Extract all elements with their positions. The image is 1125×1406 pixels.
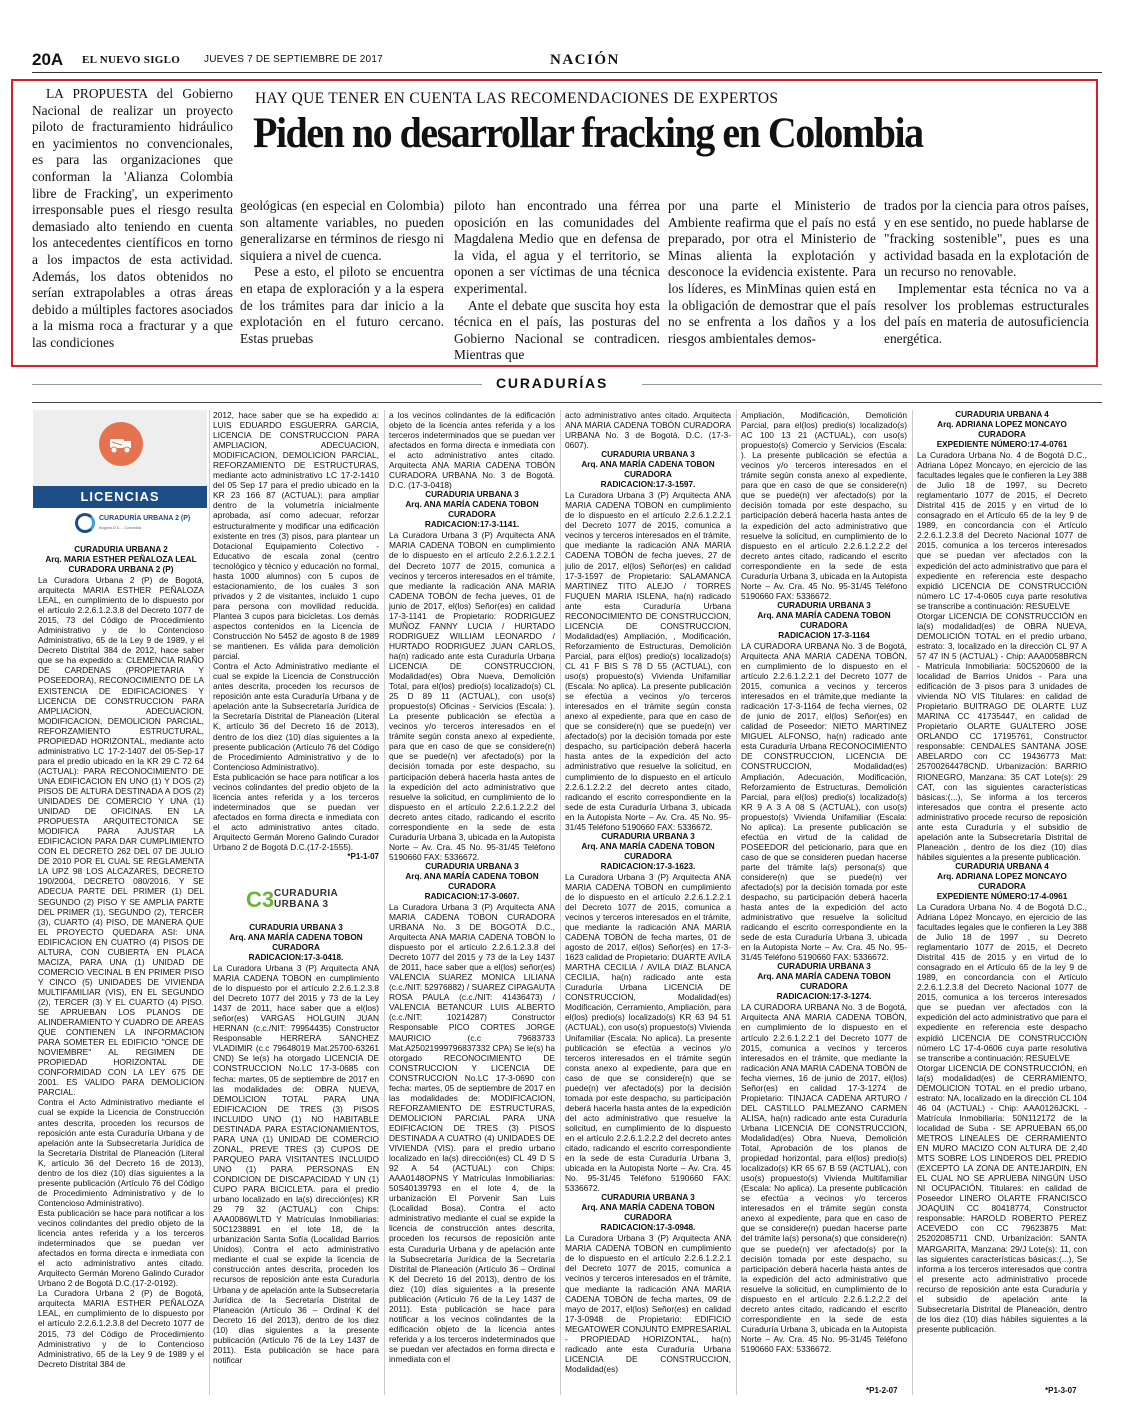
classified-column-2b (213, 923, 379, 1395)
article-paragraph: LA PROPUESTA del Gobierno Nacional de realizar un proyecto piloto de fracturamiento hidráulico en yacimientos no convencionales, es para las organizaciones que conforman la 'Alianza Colombia libre de Fracking', un experimento irresponsable pues el riesgo resulta demasiado alto teniendo en cuenta los antecedentes científicos en torno a los impactos de esta actividad. Además, los datos obtenidos no serían extrapolables a otras áreas debido a múltiples factores asociados a la misma roca a fracturar y a que las condiciones (32, 86, 233, 350)
notice-heading: CURADURIA URBANA 3 (601, 831, 695, 841)
column-rule (384, 410, 385, 1395)
article-paragraph: trados por la ciencia para otros países, y en ese sentido, no puede hablarse de "fracking sostenible", pues es una actividad basada en la explotación de un recurso no renovable. (884, 198, 1089, 280)
article-column-2 (240, 198, 444, 366)
cu3-logo-mark-icon: C3 (246, 887, 275, 912)
column-rule (912, 410, 913, 1395)
logo-background (33, 410, 207, 486)
notice-text: La Curadora Urbana 3 (P) Arquitecta ANA MARIA CADENA TOBON en cumplimiento de lo dispuesto en el artículo 2.2.6.1.2.2.1 del Decreto 1077 de 2015, comunica a vecinos y terceros interesados en el trámite, que mediante la radicación ANA MARIA CADENA TOBÓN de fecha martes, 09 de mayo de 2017, el(los) Señor(es) en calidad 17-3-0948 de Propietario: EDIFICIO MEGATOWER CONJUNTO EMPRESARIAL - PROPIEDAD HORIZONTAL, ha(n) radicado ante esta Curaduría Urbana LICENCIA DE CONSTRUCCION, Modalidad(es) (565, 1233, 731, 1374)
notice-text: La Curadora Urbana No. 4 de Bogotá D.C., Adriana López Moncayo, en ejercicio de las facultades legales que le confieren la Ley 388 de Julio 18 de 1997, su Decreto reglamentario 1077 de 2015, el Decreto Distrital 415 de 2015 y en virtud de lo consagrado en el Artículo 65 de la ley 9 de 1989, en concordancia con el Artículo 2.2.6.1.2.3.8 del Decreto Nacional 1077 de 2015, comunica a los terceros interesados que se puedan ver afectados con la expedición del acto administrativo que para el expediente en referencia este despacho expidió LICENCIA DE CONSTRUCCIÓN número LC 17-4-0605 cuya parte resolutiva se transcribe a continuación: RESUELVE (917, 450, 1087, 611)
cu2-logo-mark-icon (75, 513, 95, 533)
page-header (32, 50, 1102, 72)
notice-text: La Curadora Urbana 3 (P) Arquitecta ANA MARIA CADENA TOBON en cumplimiento de lo dispuesto por el artículo 2.2.6.1.2.3.8 del Decreto 1077 del 2015 y 73 de la Ley 1437 de 2011, hace saber que a el(los) señor(es) VARGAS HOLGUIN JUAN HERNAN (c.c./NIT: 79954435) Constructor Responsable HERRERA SANCHEZ VLADIMIR (c.c 79648019 Mat.25700-63261 CND) Se le(s) ha otorgado LICENCIA DE CONSTRUCCION No.LC 17-3-0685 con fecha: martes, 05 de septiembre de 2017 en las modalidades de: OBRA NUEVA, DEMOLICION TOTAL PARA UNA EDIFICACION DE TRES (3) PISOS INCLUIDO UNO (1) NO HABITABLE DESTINADA PARA ESTACIONAMIENTOS, PARA UNA (1) UNIDAD DE COMERCIO ZONAL, PREVE TRES (3) CUPOS DE PARQUEO PARA VISITANTES INCLUIDO UNO (1) PARA PERSONAS EN CONDICION DE DISCAPACIDAD Y UN (1) CUPO PARA BICICLETA. para el predio urbano localizado en la(s) dirección(es) KR 29 79 32 (ACTUAL) con Chips: AAA0086WLTD Y Matrículas Inmobiliarias: 50C1238891 en el lote 18, de la urbanización Santa Sofía (Localidad Barrios Unidos). Contra el acto administrativo mediante el cual se expide la licencia de construcción antes descrita, proceden los recursos de reposición ante esta Curaduría Urbana y de apelación ante la Subsecretaría Jurídica de la Secretaría Distrital de Planeación (Artículo 36 – Ordinal K del Decreto 16 del 2013), dentro de los diez (10) días siguientes a la presente publicación (Artículo 76 de la Ley 1437 de 2011). Esta publicación se hace para notificar (213, 963, 379, 1365)
cu3-logo-line: CURADURIA (274, 888, 339, 899)
article-paragraph: geológicas (en especial en Colombia) son altamente variables, no pueden generalizarse en términos de riesgo ni siquiera a nivel de cuenca. (240, 198, 444, 263)
notice-reference: *P1-1-07 (347, 852, 379, 862)
notice-role: CURADORA (448, 510, 496, 520)
notice-radicacion: RADICACION:17-3-1623. (600, 861, 696, 871)
notice-role: CURADORA (624, 1213, 672, 1223)
notice-text: La Curadora Urbana 3 (P) Arquitecta ANA MARIA CADENA TOBON en cumplimiento de lo dispuesto en el artículo 2.2.6.1.2.2.1 del Decreto 1077 de 2015, comunica a vecinos y terceros interesados en el trámite, que mediante la radicación ANA MARIA CADENA TOBÓN de fecha jueves, 01 de junio de 2017, el(los) Señor(es) en calidad 17-3-1141 de Propietario: RODRIGUEZ MUÑOZ FANNY LUCIA / HURTADO RODRIGUEZ WILLIAM LEONARDO / HURTADO RODRIGUEZ JUAN CARLOS, ha(n) radicado ante esta Curaduría Urbana LICENCIA DE CONSTRUCCION, Modalidad(es) Obra Nueva, Demolición Total, para el(los) predio(s) localizado(s) CL 25 D 89 11 (ACTUAL), con uso(s) propuesto(s) Oficinas - Servicios (Escala: ). La presente publicación se efectúa a vecinos y/o terceros interesados en el trámite según consta anexo al expediente, para que en caso de que se considere(n) que se puede(n) ver afectado(s) por la decisión tomada por este despacho, su participación deberá hacerla hasta antes de la expedición del acto administrativo que resuelve la solicitud, en cumplimiento de lo dispuesto en el artículo 2.2.6.1.2.2.2 del decreto antes citado, radicando el escrito correspondiente en la sede de esta Curaduría Urbana 3, ubicada en la Autopista Norte – Av. Cra. 45 No. 95-31/45 Teléfono 5190660 FAX: 5336672. (389, 530, 555, 862)
notice-architect: Arq. ANA MARÍA CADENA TOBON (757, 972, 891, 982)
notice-heading: CURADURIA URBANA 3 (777, 600, 871, 610)
notice-architect: Arq. ANA MARÍA CADENA TOBON (581, 841, 715, 851)
notice-text: La Curadora Urbana No. 4 de Bogotá D.C., Adriana López Moncayo, en ejercicio de las facultades legales que le confieren la Ley 388 de Julio 18 de 1997 , su Decreto reglamentario 1077 de 2015, el Decreto Distrital 415 de 2015 y en virtud de lo consagrado en el Artículo 65 de la ley 9 de 1989, en concordancia con el Artículo 2.2.6.1.2.3.8 del Decreto Nacional 1077 de 2015, comunica a los terceros interesados que se puedan ver afectados con la expedición del acto administrativo que para el expediente en referencia este despacho expidió LICENCIA DE CONSTRUCCIÓN número LC 17-4-0606 cuya parte resolutiva se transcribe a continuación: RESUELVE (917, 901, 1087, 1063)
section-rule (32, 402, 1102, 403)
notice-text: Otorgar LICENCIA DE CONSTRUCCIÓN en la(s) modalidad(es) de OBRA NUEVA, DEMOLICIÓN TOTAL en el predio urbano, estrato: 3, localizado en la dirección CL 97 A 57 47 IN 5 (ACTUAL) - Chip: AAA0058BRCN - Matrícula Inmobiliaria: 50C520600 de la localidad de Barrios Unidos - Para una edificación de 3 pisos para 3 unidades de vivienda NO VIS Titulares: en calidad de Propietario BUITRAGO DE OLARTE LUZ MARINA CC 41735447, en calidad de Propietario OLARTE GUALTERO JOSE ORLANDO CC 17195761, Constructor responsable: CENDALES SANTANA JOSE ABELARDO con CC 19436773 Mat: 25700264478CND. Urbanización: BARRIO RIONEGRO, Manzana: 35 CAT Lote(s): 29 CAT, con las siguientes características básicas:(...), Se informa a los terceros interesados que contra el presente acto administrativo procede recurso de reposición ante esta Curaduría y el subsidio de apelación ante la Subsecretaría Distrital de Planeación , dentro de los diez (10) días hábiles siguientes a la presente publicación. (917, 610, 1087, 862)
notice-text: Otorgar LICENCIA DE CONSTRUCCIÓN, en la(s) modalidad(es) de CERRAMIENTO, DEMOLICION TOTAL en el predio urbano, estrato: NA, localizado en la dirección CL 104 46 04 (ACTUAL) - Chip: AAA0126JCKL - Matrícula Inmobiliaria: 50N112172 de la localidad de Suba - SE APRUEBAN 65,00 METROS LINEALES DE CERRAMIENTO EN MURO MACIZO CON ALTURA DE 2,40 MTS SOBRE LOS LINDEROS DEL PREDIO (EXCEPTO LA ZONA DE ANTEJARDIN, EN EL CUAL NO SE APRUEBA NINGÚN USO NI OCUPACIÓN. Titulares: en calidad de Poseedor LINERO OLARTE FRANCISCO JOAQUIN CC 80418774, Constructor responsable: HAROLD ROBERTO PEREZ ACEVEDO con CC 79623875 Mat: 25202085711 CND. Urbanización: SANTA MARGARITA, Manzana: 29/J Lote(s): 11, con las siguientes características básicas:(...), Se informa a los terceros interesados que contra el presente acto administrativo procede recurso de reposición ante esta Curaduría y el subsidio de apelación ante la Subsecretaría Distrital de Planeación, dentro de los diez (10) días hábiles siguientes a la presente publicación. (917, 1062, 1087, 1334)
notice-text: acto administrativo antes citado. Arquitecta ANA MARIA CADENA TOBÓN CURADORA URBANA No. 3 de Bogotá. D.C. (17-3-0607). (565, 410, 731, 451)
notice-text: LA CURADORA URBANA No. 3 de Bogotá, Arquitecta ANA MARIA CADENA TOBÓN, en cumplimiento de lo dispuesto en el artículo 2.2.6.1.2.2.1 del Decreto 1077 de 2015, comunica a vecinos y terceros interesados en el trámite,que mediante la radicación 17-3-1164 de fecha viernes, 02 de junio de 2017, el(los) Señor(es) en calidad de Poseedor: NIETO MARTINEZ MIGUEL ALFONSO, ha(n) radicado ante esta Curaduría Urbana RECONOCIMIENTO DE CONSTRUCCION, LICENCIA DE CONSTRUCCION, Modalidad(es) Ampliación, Adecuación, Modificación, Reforzamiento de Estructuras, Demolición Parcial, para el(los) predio(s) localizado(s) KR 9 A 3 A 08 S (ACTUAL), con uso(s) propuesto(s) Vivienda Unifamiliar (Escala: No aplica). La presente publicación se efectúa en virtud de la calidad de POSEEDOR del peticionario, para que en caso de que se consideren puedan hacerse parte del trámite la(s) persona(s) que considere(n) que se puede(n) ver afectado(s) por la decisión tomada por este despacho, su participación deberá hacerla hasta antes de la expedición del acto administrativo que resuelve la solicitud radicando el escrito correspondiente en la sede de esta Curaduría Urbana 3, ubicada en la Autopista Norte – Av. Cra. 45 No. 95-31/45 Teléfono 5190660 FAX: 5336672. (741, 640, 907, 963)
notice-text: Esta publicación se hace para notificar a los vecinos colindantes del predio objeto de la licencia antes referida y a los terceros indeterminados que se puedan ver afectados en forma directa e inmediata con el acto administrativo antes citado. Arquitecto Germán Moreno Galindo Curador Urbano 2 de Bogotá D.C.(17-2-0192). (38, 1207, 204, 1289)
notice-text: Esta publicación se hace para notificar a los vecinos colindantes del predio objeto de la licencia antes referida y a los terceros indeterminados que se puedan ver afectados en forma directa e inmediata con el acto administrativo antes citado. Arquitecto Germán Moreno Galindo Curador Urbano 2 de Bogotá D.C.(17-2-1555). (213, 771, 379, 853)
notice-role: CURADORA (800, 620, 848, 630)
notice-radicacion: RADICACION:17-3-1597. (600, 480, 696, 490)
feature-article (11, 79, 1098, 367)
cu2-logo-subtext: Bogotá D.C. - Colombia (99, 525, 142, 530)
classified-column-6 (917, 410, 1087, 1395)
article-column-5 (884, 198, 1089, 366)
cu3-logo (246, 885, 350, 919)
notice-text: La Curadora Urbana 2 (P) de Bogotá, arquitecta MARIA ESTHER PEÑALOZA LEAL, en cumplimiento de lo dispuesto por el artículo 2.2.6.1.2.3.8 del Decreto 1077 de 2015, 73 del Código de Procedimiento Administrativo y de lo Contencioso Administrativo, 65 de la Ley 9 de 1989 y el Decreto Distrital 384 de (38, 1288, 204, 1369)
article-paragraph: por una parte el Ministerio de Ambiente reafirma que el país no está preparado, por otra el Ministerio de Minas alienta la explotación y desconoce la evidencia existente. Para los líderes, es MinMinas quien está en la obligación de demostrar que el país no se enfrenta a los daños y a los riesgos ambientales demos- (668, 198, 876, 346)
column-rule (209, 410, 210, 1395)
cu3-logo-text (274, 888, 338, 910)
notice-architect: Arq. ANA MARÍA CADENA TOBON (757, 610, 891, 620)
notice-text: La Curadora Urbana 2 (P) de Bogotá, arquitecta MARIA ESTHER PEÑALOZA LEAL, en cumplimiento de lo dispuesto por el artículo 2.2.6.1.2.3.8 del Decreto 1077 de 2015, 73 del Código de Procedimiento Administrativo y de lo Contencioso Administrativo, 65 de la Ley 9 de 1989, y el Decreto Distrital 384 de 2012, hace saber que se ha expedido a: CLEMENCIA RIAÑO DE CARDENAS (PROPIETARIA Y POSEEDORA), RECONOCIMIENTO DE LA EXISTENCIA DE EDIFICACIONES Y LICENCIA DE CONSTRUCCION PARA AMPLIACION, ADECUACION, MODIFICACION, DEMOLICION PARCIAL, REFORZAMIENTO ESTRUCTURAL, PROPIEDAD HORIZONTAL, mediante acto administrativo LC 17-2-1407 del 05-Sep-17 para el predio ubicado en la KR 29 C 72 64 (ACTUAL): PARA RECONOCIMIENTO DE UNA EDIFICACION EN UNO (1) Y DOS (2) PISOS DE ALTURA DESTINADA A DOS (2) UNIDADES DE COMERCIO Y UNA (1) UNIDAD DE OFICINAS. EN LA PROPUESTA ARQUITECTONICA SE MODIFICA PARA AJUSTAR LA EDIFICACION PARA DAR CUMPLIMIENTO CON EL DECRETO 262 DEL 07 DE JULIO DE 2010 POR EL CUAL SE REGLAMENTA LA UPZ 98 LOS ALCAZARES, DECRETO 190/2004, DECRETO 080/2016. Y SE ADECUA PARTE DEL PRIMER (1) DEL SEGUNDO (2) PISO Y SE AMPLIA PARTE DEL PRIMER (1), SEGUNDO (2), TERCER (3), CUARTO (4) PISO, DE MANERA QUE EL PROYECTO QUEDARA ASI: UNA EDIFICACION EN CUATRO (4) PISOS DE ALTURA, CON CUBIERTA EN PLACA MACIZA, PARA UNA (1) UNIDAD DE COMERCIO VECINAL B EN PRIMER PISO Y CINCO (5) UNIDADES DE VIVIENDA MULTIFAMILIAR (VIS), EN EL SEGUNDO (2), TERCER (3) Y EL CUARTO (4) PISO. SE APRUEBAN LOS PLANOS DE ALINDERAMIENTO Y CUADRO DE AREAS QUE CONTIENEN LA INFORMACION PARA SOMETER EL EDIFICIO "ONCE DE NOVIEMBRE" AL REGIMEN DE PROPIEDAD HORIZONTAL DE CONFORMIDAD CON LA LEY 675 DE 2001. ES VALIDO PARA DEMOLICION PARCIAL. (38, 575, 204, 1098)
notice-architect: Arq. ANA MARÍA CADENA TOBON (581, 460, 715, 470)
notice-text: 2012, hace saber que se ha expedido a: LUIS EDUARDO ESGUERRA GARCIA, LICENCIA DE CONSTRUCCION PARA AMPLIACION, ADECUACION, MODIFICACION, DEMOLICION PARCIAL, REFORZAMIENTO DE ESTRUCTURAS, mediante acto administrativo LC 17-2-1410 del 05 Sep 17 para el predio ubicado en la KR 23 166 87 (ACTUAL): para ampliar dentro de la volumetría inicialmente aprobada, así como adecuar, reforzar estructuralmente y modificar una edificación existente en tres (3) pisos, para plantear un Dotacional Equipamiento Colectivo - Educativo de escala zonal (centro tecnológico y técnico y educación no formal, hasta 1000 alumnos) con 5 cupos de estacionamiento, de los cuales 3 son privados y 2 de visitantes, incluido 1 cupo para persona con movilidad reducida. Plantea 3 cupos para bicicletas. Los demás aspectos contenidos en la Licencia de Construcción No 5452 de agosto 8 de 1989 se mantienen. Es válida para demolición parcial. (213, 410, 379, 662)
notice-role: CURADORA (800, 982, 848, 992)
notice-architect: Arq. ADRIANA LOPEZ MONCAYO (937, 420, 1067, 429)
cu3-logo-line: URBANA 3 (274, 899, 329, 910)
notice-role: CURADORA (978, 881, 1026, 891)
notice-architect: Arq. MARIA ESTHER PEÑALOZA LEAL (45, 555, 197, 564)
section-rule (642, 384, 1102, 385)
notice-text: a los vecinos colindantes de la edificación objeto de la licencia antes referida y a los terceros indeterminados que se puedan ver afectados en forma directa e inmediata con el acto administrativo antes citado. Arquitecta ANA MARIA CADENA TOBÓN CURADORA URBANA No. 3 de Bogotá. D.C. (17-3-0418) (389, 410, 555, 491)
notice-role: CURADORA URBANA 2 (P) (68, 565, 174, 574)
notice-text: Contra el Acto Administrativo mediante el cual se expide la Licencia de Construcción antes descrita, proceden los recursos de reposición ante esta Curaduría Urbana y de apelación ante la Subsecretaría Jurídica de la Secretaría Distrital de Planeación (Literal K, artículo 36 del Decreto 16 de 2013), dentro de los diez (10) días siguientes a la presente publicación (Artículo 76 del Código de Procedimiento Administrativo y de lo Contencioso Administrativo). (213, 661, 379, 772)
header-rule (32, 72, 1102, 73)
notice-heading: CURADURIA URBANA 3 (601, 1193, 695, 1203)
classified-column-3 (389, 410, 555, 1395)
notice-reference: *P1-3-07 (1045, 1386, 1077, 1395)
article-paragraph: Pese a esto, el piloto se encuentra en etapa de exploración y a la espera de los trámites para dar inicio a la explotación en el futuro cercano. Estas pruebas (240, 264, 444, 346)
classified-column-4 (565, 410, 731, 1395)
article-paragraph: Ante el debate que suscita hoy esta técnica en el país, las posturas del Gobierno Nacional se contradicen. Mientras que (454, 297, 660, 363)
notice-radicacion: RADICACION:17-3-1141. (424, 520, 520, 530)
notice-role: CURADORA (624, 851, 672, 861)
classified-column-1 (38, 545, 204, 1395)
notice-reference: *P1-2-07 (866, 1386, 898, 1395)
licencias-logo (33, 410, 207, 544)
notice-architect: Arq. ANA MARÍA CADENA TOBON (405, 871, 539, 881)
article-paragraph: Implementar esta técnica no va a resolver los problemas estructurales del país en materia de autosuficiencia energética. (884, 280, 1089, 346)
classified-column-5 (741, 410, 907, 1395)
classified-column-2 (213, 410, 379, 880)
notice-heading: CURADURIA URBANA 3 (249, 923, 343, 932)
column-rule (560, 410, 561, 1395)
notice-architect: Arq. ADRIANA LOPEZ MONCAYO (937, 871, 1067, 881)
notice-text: Ampliación, Modificación, Demolición Parcial, para el(los) predio(s) localizado(s) AC 100 13 21 (ACTUAL), con uso(s) propuesto(s) Comercio y Servicios (Escala: ). La presente publicación se efectúa a vecinos y/o terceros interesados en el trámite según consta anexo al expediente, para que en caso de que se considere(n) que se puede(n) ver afectado(s) por la decisión tomada por este despacho, su participación deberá hacerla hasta antes de la expedición del acto administrativo que resuelve la solicitud, en cumplimiento de lo dispuesto en el artículo 2.2.6.1.2.2.2 del decreto antes citado, radicando el escrito correspondiente en la sede de esta Curaduría Urbana 3, ubicada en la Autopista Norte – Av. Cra. 45 No. 95-31/45 Teléfono 5190660 FAX: 5336672. (741, 410, 907, 601)
notice-role: CURADORA (448, 881, 496, 891)
notice-architect: Arq. ANA MARÍA CADENA TOBON (581, 1203, 715, 1213)
notice-radicacion: RADICACION 17-3-1164 (778, 630, 870, 640)
notice-radicacion: RADICACION:17-3-0948. (600, 1223, 696, 1233)
notice-heading: CURADURIA URBANA 2 (74, 545, 168, 554)
article-column-4 (668, 198, 876, 366)
notice-role: CURADORA (272, 943, 320, 952)
notice-heading: CURADURIA URBANA 3 (777, 962, 871, 972)
notice-text: La Curadora Urbana 3 (P) Arquitecta ANA MARIA CADENA TOBON en cumplimiento de lo dispuesto en el artículo 2.2.6.1.2.2.1 del Decreto 1077 de 2015, comunica a vecinos y terceros interesados en el trámite, que mediante la radicación ANA MARIA CADENA TOBÓN de fecha jueves, 27 de julio de 2017, el(los) Señor(es) en calidad 17-3-1597 de Propietario: SALAMANCA MARTINEZ TITO ALEJO / TORRES FUQUEN MARIA ISLENA, ha(n) radicado ante esta Curaduría Urbana RECONOCIMIENTO DE CONSTRUCCION, LICENCIA DE CONSTRUCCION, Modalidad(es) Ampliación, , Modificación, Reforzamiento de Estructuras, Demolición Parcial, para el(los) predio(s) localizado(s) CL 41 F BIS S 78 D 55 (ACTUAL), con uso(s) propuesto(s) Vivienda Unifamiliar (Escala: No aplica). La presente publicación se efectúa a vecinos y/o terceros interesados en el trámite según consta anexo al expediente, para que en caso de que se considere(n) que se puede(n) ver afectado(s) por la decisión tomada por este despacho, su participación deberá hacerla hasta antes de la expedición del acto administrativo que resuelve la solicitud, en cumplimiento de lo dispuesto en el artículo 2.2.6.1.2.2.2 del decreto antes citado, radicando el escrito correspondiente en la sede de esta Curaduría Urbana 3, ubicada en la Autopista Norte – Av. Cra. 45 No. 95-31/45 Teléfono 5190660 FAX: 5336672. (565, 490, 731, 832)
notice-heading: CURADURIA URBANA 4 (955, 410, 1049, 419)
column-rule (736, 410, 737, 1395)
curadurias-title: CURADURÍAS (496, 375, 609, 391)
concrete-mixer-icon (99, 422, 143, 466)
page-number: 20A (32, 50, 64, 69)
article-headline: Piden no desarrollar fracking en Colombia (253, 110, 923, 157)
licencias-label: LICENCIAS (33, 486, 207, 508)
notice-radicacion: RADICACION:17-3-0607. (424, 891, 520, 901)
notice-heading: CURADURIA URBANA 3 (425, 861, 519, 871)
article-kicker: HAY QUE TENER EN CUENTA LAS RECOMENDACIONES DE EXPERTOS (255, 90, 779, 107)
newspaper-name: EL NUEVO SIGLO (82, 54, 181, 66)
notice-text: Contra el Acto Administrativo mediante el cual se expide la Licencia de Construcción antes descrita, proceden los recursos de reposición ante esta Curaduría Urbana y de apelación ante la Subsecretaría Jurídica de la Secretaría Distrital de Planeación (Literal K, artículo 36 del Decreto 16 de 2013), dentro de los diez (10) días siguientes a la presente publicación (Artículo 76 del Código de Procedimiento Administrativo y de lo Contencioso Administrativo). (38, 1097, 204, 1208)
notice-heading: CURADURIA URBANA 3 (425, 490, 519, 500)
notice-role: CURADORA (624, 470, 672, 480)
notice-expediente: EXPEDIENTE NÚMERO:17-4-0961 (936, 891, 1068, 901)
notice-expediente: EXPEDIENTE NÚMERO:17-4-0761 (936, 440, 1068, 449)
notice-radicacion: RADICACION:17-3-1274. (776, 992, 872, 1002)
notice-text: LA CURADORA URBANA No. 3 de Bogotá, Arquitecta ANA MARIA CADENA TOBÓN, en cumplimiento de lo dispuesto en el artículo 2.2.6.1.2.2.1 del Decreto 1077 de 2015, comunica a vecinos y terceros interesados en el trámite, que mediante la radicación ANA MARIA CADENA TOBÓN de fecha viernes, 16 de junio de 2017, el(los) Señor(es) en calidad 17-3-1274 de Propietario: TINJACA CADENA ARTURO / DEL CASTILLO PALMEZANO CARMEN ALISA, ha(n) radicado ante esta Curaduría Urbana LICENCIA DE CONSTRUCCION, Modalidad(es) Obra Nueva, Demolición Total, Aprobación de los planos de propiedad horizontal, para el(los) predio(s) localizado(s) KR 65 67 B 59 (ACTUAL), con uso(s) propuesto(s) Vivienda Multifamiliar (Escala: No aplica). La presente publicación se efectúa a vecinos y/o terceros interesados en el trámite según consta anexo al expediente, para que en caso de que se considere(n) puedan hacerse parte del trámite la(s) persona(s) que considere(n) que se puede(n) ver afectado(s) por la decisión tomada por este despacho, su participación deberá hacerla hasta antes de la expedición del acto administrativo que resuelve la solicitud, en cumplimiento de lo dispuesto en el artículo 2.2.6.1.2.2.2 del decreto antes citado, radicando el escrito correspondiente en la sede de esta Curaduría Urbana 3, ubicada en la Autopista Norte – Av. Cra. 45 No. 95-31/45 Teléfono 5190660 FAX: 5336672. (741, 1002, 907, 1354)
notice-role: CURADORA (978, 430, 1026, 439)
notice-heading: CURADURIA URBANA 3 (601, 450, 695, 460)
notice-radicacion: RADICACION:17-3-0418. (248, 953, 344, 962)
issue-date: JUEVES 7 DE SEPTIEMBRE DE 2017 (204, 54, 383, 65)
notice-architect: Arq. ANA MARÍA CADENA TOBON (405, 500, 539, 510)
article-paragraph: piloto han encontrado una férrea oposición en las comunidades del Magdalena Medio que en defensa de la vida, el agua y el territorio, se oponen a ser víctimas de una técnica experimental. (454, 198, 660, 296)
notice-text: La Curadora Urbana 3 (P) Arquitecta ANA MARIA CADENA TOBON CURADORA URBANA No. 3 DE BOGOTÁ D.C., Arquitecta ANA MARIA CADENA TOBÓN lo dispuesto por el artículo 2.2.6.1.2.3.8 del Decreto 1077 del 2015 y 73 de la Ley 1437 de 2011, hace saber que a el(los) señor(es) VALENCIA SUAREZ MONICA LILIANA (c.c./NIT: 52976882) / SUAREZ CIPAGAUTA ROSA PAULA (c.c./NIT: 41436473) / VALENCIA BETANCUR LUIS ALBERTO (c.c./NIT: 10214287) Constructor Responsable PICO CORTES JORGE MAURICIO (c.c 79683733 Mat.A25021999796837332 CPA) Se le(s) ha otorgado RECONOCIMIENTO DE CONSTRUCCION Y LICENCIA DE CONSTRUCCION No.LC 17-3-0690 con fecha: martes, 05 de septiembre de 2017 en las modalidades de: MODIFICACION, REFORZAMIENTO DE ESTRUCTURAS, DEMOLICION PARCIAL PARA UNA EDIFICACION DE TRES (3) PISOS DESTINADA A CUATRO (4) UNIDADES DE VIVIENDA (VIS). para el predio urbano localizado en la(s) dirección(es) CL 49 D S 92 A 54 (ACTUAL) con Chips: AAA0148OPNS Y Matrículas Inmobiliarias: 50S40139793 en el lote 4, de la urbanización El Porvenir San Luis (Localidad Bosa). Contra el acto administrativo mediante el cual se expide la licencia de construcción antes descrita, proceden los recursos de reposición ante esta Curaduría Urbana y de apelación ante la Subsecretaría Jurídica de la Secretaría Distrital de Planeación (Artículo 36 – Ordinal K del Decreto 16 del 2013), dentro de los diez (10) días siguientes a la presente publicación (Artículo 76 de la Ley 1437 de 2011). Esta publicación se hace para notificar a los vecinos colindantes de la edificación objeto de la licencia antes referida y a los terceros indeterminados que se puedan ver afectados en forma directa e inmediata con el (389, 901, 555, 1365)
section-title: NACIÓN (550, 52, 620, 68)
article-column-3 (454, 198, 660, 366)
cu2-logo (33, 508, 207, 544)
notice-architect: Arq. ANA MARÍA CADENA TOBON (229, 933, 363, 942)
cu2-logo-text: CURADURÍA URBANA 2 (P) (99, 515, 191, 522)
notice-text: La Curadora Urbana 3 (P) Arquitecta ANA MARIA CADENA TOBON en cumplimiento de lo dispuesto en el artículo 2.2.6.1.2.2.1 del Decreto 1077 de 2015, comunica a vecinos y terceros interesados en el trámite, que mediante la radicación ANA MARIA CADENA TOBÓN de fecha martes, 01 de agosto de 2017, el(los) Señor(es) en 17-3-1623 calidad de Propietario: DUARTE AVILA MARTHA CECILIA / AVILA DIAZ BLANCA CECILIA, ha(n) radicado ante esta Curaduría Urbana LICENCIA DE CONSTRUCCION, Modalidad(es) Modificación, Cerramiento, Ampliación, para el(los) predio(s) localizado(s) KR 63 94 51 (ACTUAL), con uso(s) propuesto(s) Vivienda Unifamiliar (Escala: No aplica). La presente publicación se efectúa a vecinos y/o terceros interesados en el trámite según consta anexo al expediente, para que en caso de que se considere(n) que se puede(n) ver afectado(s) por la decisión tomada por este despacho, su participación deberá hacerla hasta antes de la expedición del acto administrativo que resuelve la solicitud, en cumplimiento de lo dispuesto en el artículo 2.2.6.1.2.2.2 del decreto antes citado, radicando el escrito correspondiente en la sede de esta Curaduría Urbana 3, ubicada en la Autopista Norte – Av. Cra. 45 No. 95-31/45 Teléfono 5190660 FAX: 5336672. (565, 871, 731, 1194)
article-lead-column (32, 86, 233, 366)
notice-heading: CURADURIA URBANA 4 (955, 861, 1049, 871)
section-rule (32, 384, 482, 385)
